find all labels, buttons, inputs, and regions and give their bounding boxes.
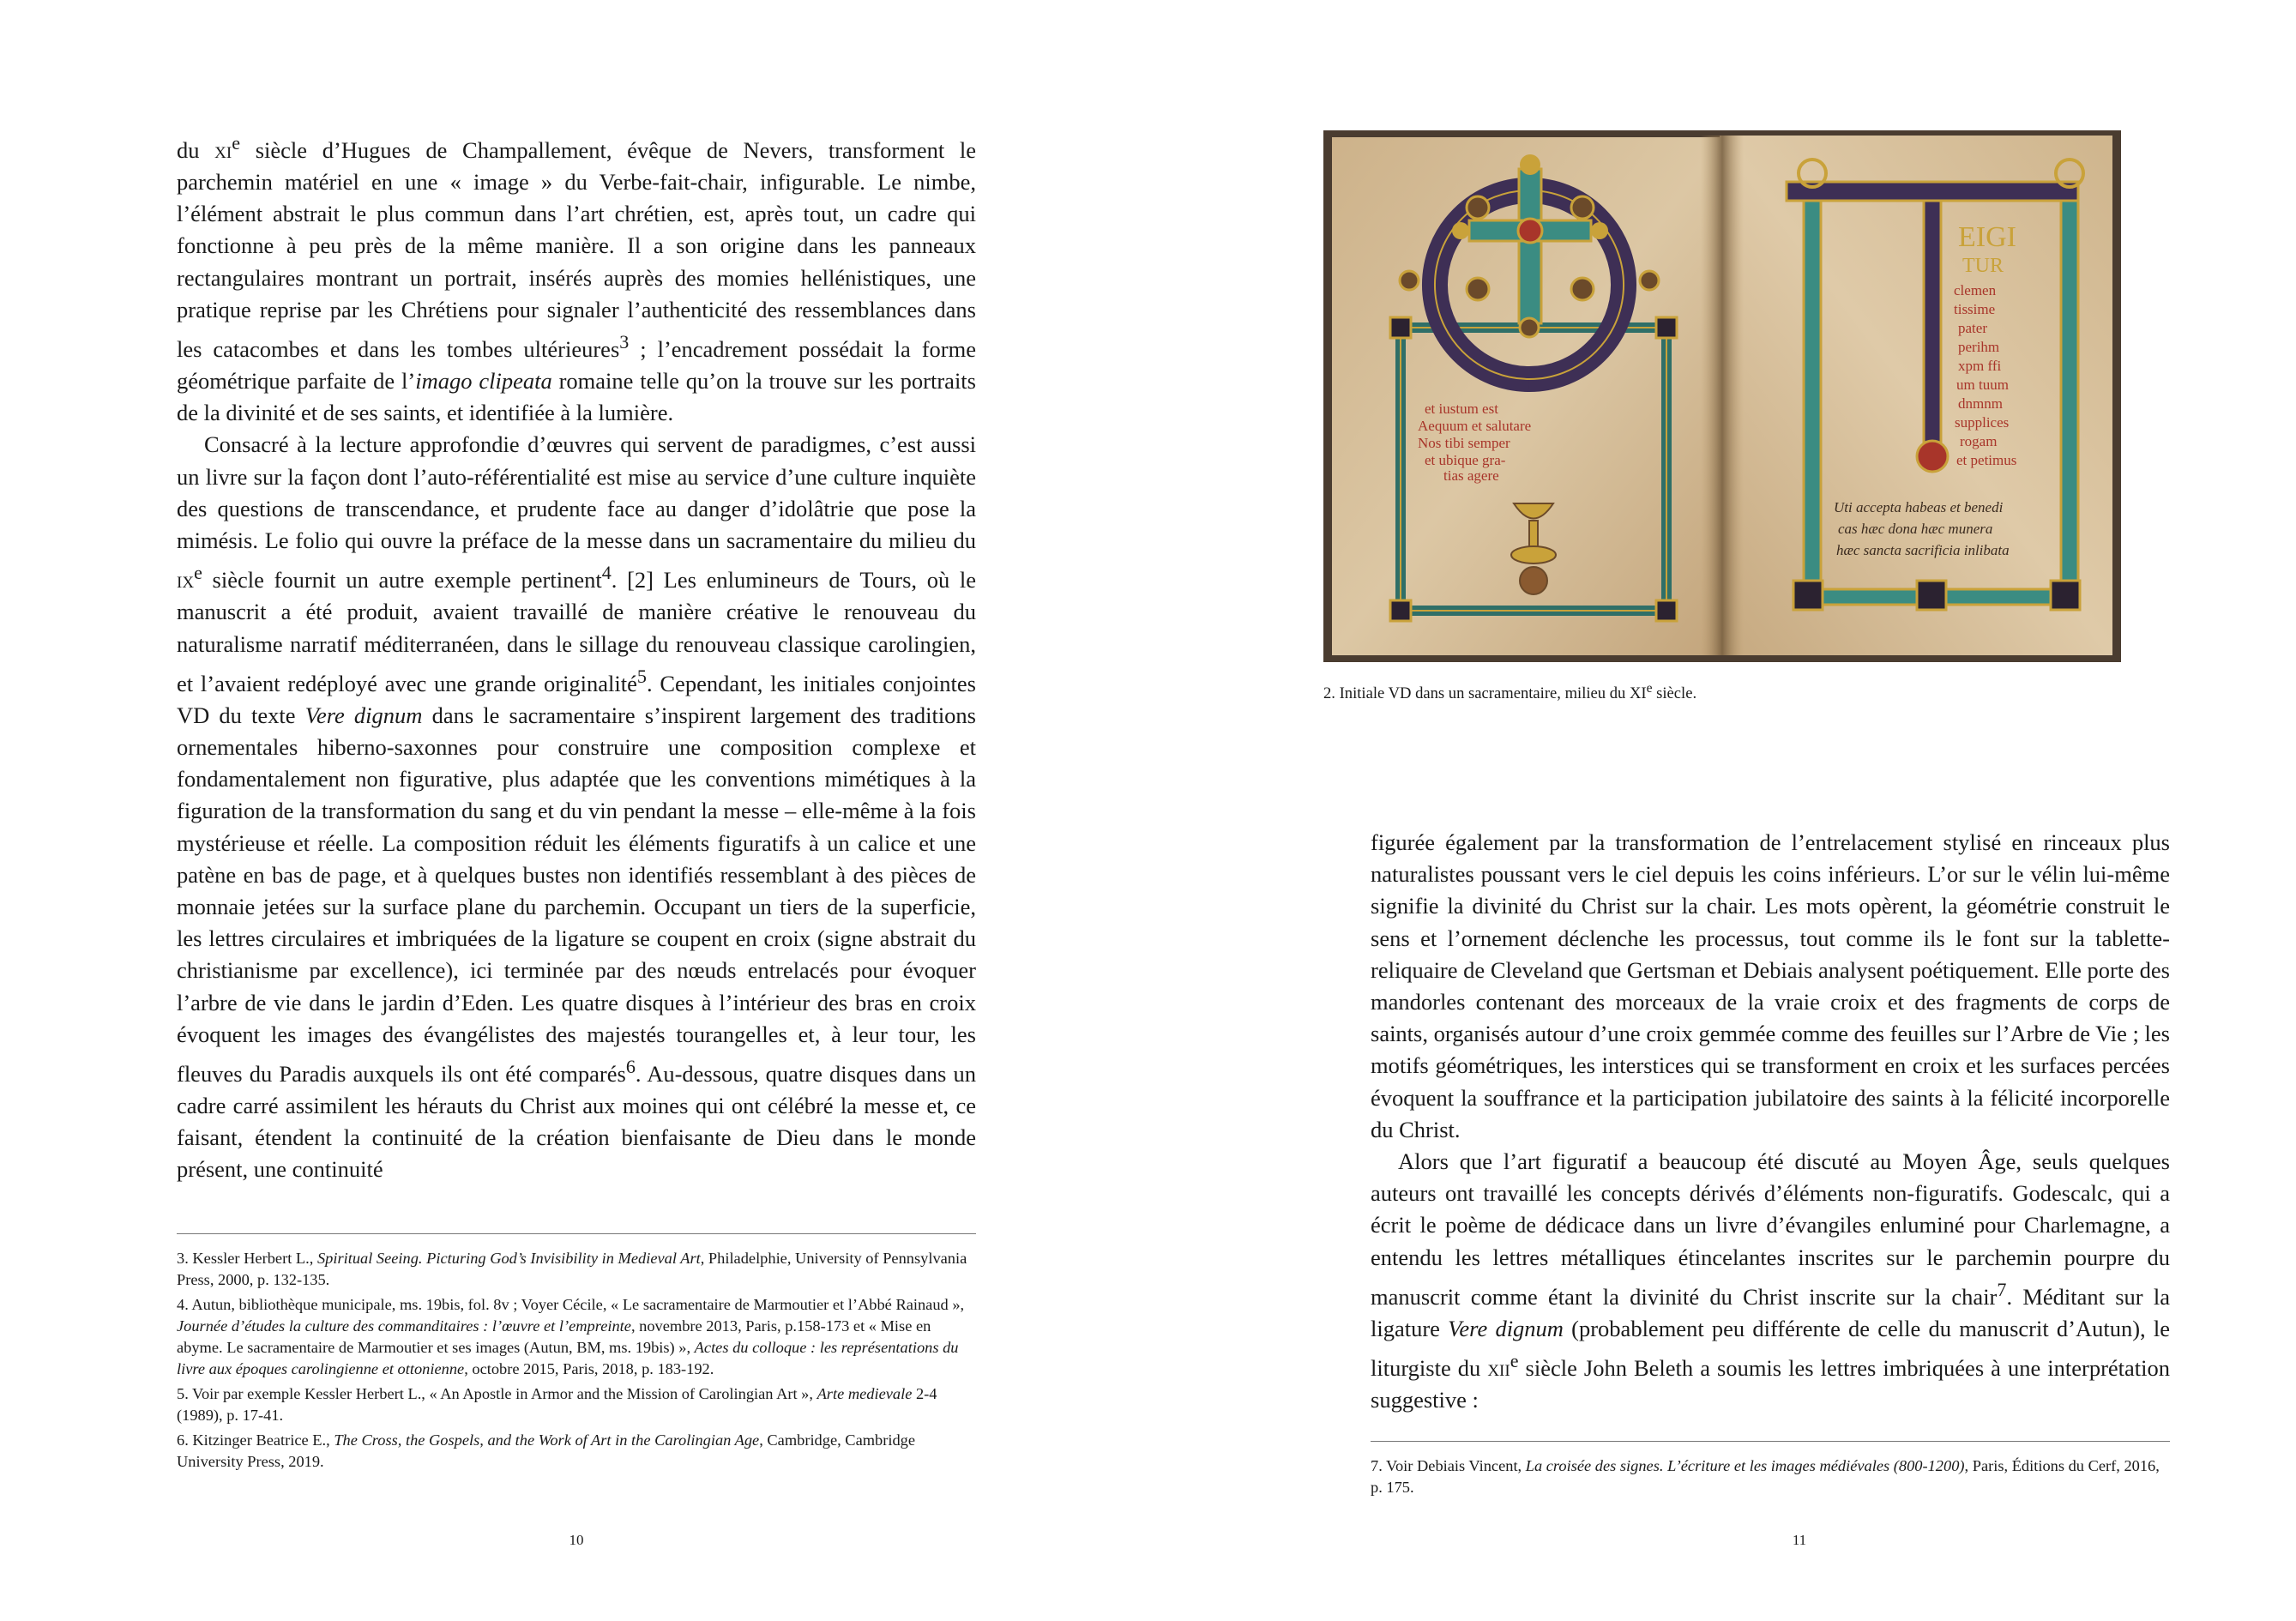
footnote-5 (177, 1383, 976, 1426)
text-run: 7 (1997, 1278, 2007, 1300)
text-run: siècle fournit un autre exemple pertinent (202, 567, 602, 594)
text-run: 6. Kitzinger Beatrice E., (177, 1431, 334, 1449)
svg-text:dnmnm: dnmnm (1958, 395, 2003, 412)
svg-text:Uti accepta habeas et benedi: Uti accepta habeas et benedi (1834, 499, 2004, 515)
text-run: 3 (619, 331, 630, 353)
page-number-right: 11 (1792, 1532, 1807, 1548)
page-number-left: 10 (569, 1532, 584, 1548)
manuscript-figure (1323, 130, 2121, 662)
text-run: 4 (601, 562, 612, 584)
svg-text:pater: pater (1958, 320, 1987, 336)
svg-text:tias agere: tias agere (1443, 467, 1499, 484)
manuscript-right-leaf (1720, 136, 2112, 655)
right-paragraph-2 (1371, 1146, 2170, 1416)
text-run: . [2] Les enlumineurs de Tours, où le manuscrit a été produit, avaient travaillé de manière créative le renouveau du naturalisme narratif méditerranéen, dans le sillage du renouveau classique carolingien, et l’avaient redéployé avec une grande originalité (177, 567, 976, 696)
text-run: 6 (625, 1056, 636, 1077)
text-run: 5 (636, 665, 647, 687)
right-page (1148, 0, 2296, 1621)
footnote-7 (1371, 1455, 2170, 1498)
footnote-4 (177, 1294, 976, 1380)
text-run: . Cependant, les initiales conjointes VD du texte (177, 670, 976, 728)
text-run: Journée d’études la culture des commanditaires : l’œuvre et l’empreinte (177, 1317, 631, 1335)
svg-text:Nos tibi semper: Nos tibi semper (1418, 435, 1510, 451)
footnote-rule (1371, 1441, 2170, 1442)
svg-text:hæc sancta sacrificia inlibata: hæc sancta sacrificia inlibata (1836, 542, 2010, 558)
svg-text:xpm ffi: xpm ffi (1958, 358, 2002, 374)
svg-text:um tuum: um tuum (1956, 377, 2009, 393)
figure-caption (1323, 678, 2123, 705)
svg-text:TUR: TUR (1962, 255, 2004, 277)
text-run: , octobre 2015, Paris, 2018, p. 183-192. (464, 1360, 714, 1377)
footnote-6 (177, 1430, 976, 1473)
text-run: siècle. (1652, 684, 1697, 703)
text-run: ; l’encadrement possédait la forme géométrique parfaite de l’ (177, 335, 976, 395)
text-run: e (1646, 681, 1653, 696)
left-paragraph-1 (177, 127, 976, 429)
text-run: . Méditant sur la ligature (1371, 1283, 2171, 1341)
text-run: imago clipeata (415, 368, 552, 395)
svg-text:cas hæc dona hæc munera: cas hæc dona hæc munera (1838, 521, 1993, 537)
svg-text:supplices: supplices (1955, 414, 2010, 431)
text-run: dans le sacramentaire s’inspirent largement des traditions ornementales hiberno-saxonnes pour construire une composition complexe et fondamentalement non figurative, plus adaptée que les conventions mimétiques à la figuration de la transformation du sang et du vin pendant la messe – elle-même à la fois mystérieuse et réelle. La composition réduit les éléments figuratifs à un calice et une patène en bas de page, et à quelques bustes non identifiés ressemblant à des pièces de monnaie jetées sur la surface plane du parchemin. Occupant un tiers de la superficie, les lettres circulaires et imbriquées de la ligature se coupent en croix (signe abstrait du christianisme par excellence), ici terminée par des nœuds entrelacés pour évoquer l’arbre de vie dans le jardin d’Eden. Les quatre disques à l’intérieur des bras en croix évoquent les images des évangélistes des majestés tourangelles et, à leur tour, les fleuves du Paradis auxquels ils ont été comparés (177, 702, 976, 1087)
svg-text:et ubique gra-: et ubique gra- (1425, 452, 1506, 468)
svg-text:et iustum est: et iustum est (1425, 401, 1498, 417)
footnote-3 (177, 1248, 976, 1291)
right-page-body (1371, 827, 2170, 1416)
text-run: Arte medievale (817, 1385, 913, 1402)
footnote-rule (177, 1233, 976, 1234)
text-run: siècle d’Hugues de Champallement, évêque de Nevers, transforment le parchemin matériel en une « image » du Verbe-fait-chair, infigurable. Le nimbe, l’élément abstrait le plus commun dans l’art chrétien, est, après tout, un cadre qui fonctionne à peu près de la même manière. Il a son origine dans les panneaux rectangulaires montrant un portrait, insérés auprès des momies hellénistiques, une pratique reprise par les Chrétiens pour signaler l’authenticité des ressemblances dans les catacombes et dans les tombes ultérieures (177, 136, 977, 362)
text-run: du (177, 136, 215, 163)
text-run: 5. Voir par exemple Kessler Herbert L., « An Apostle in Armor and the Mission of Carolingian Art », (177, 1385, 817, 1402)
manuscript-illustration (1323, 130, 2121, 662)
text-run: ix (177, 567, 195, 594)
text-run: 4. Autun, bibliothèque municipale, ms. 19bis, fol. 8v ; Voyer Cécile, « Le sacramentaire de Marmoutier et l’Abbé Rainaud », (177, 1296, 965, 1313)
svg-text:Aequum et salutare: Aequum et salutare (1418, 418, 1532, 434)
text-run: xii (1487, 1354, 1510, 1381)
svg-text:clemen: clemen (1954, 282, 1997, 298)
text-run: 2-4 (1989), p. 17-41. (177, 1385, 937, 1424)
text-run: Alors que l’art figuratif a beaucoup été discuté au Moyen Âge, seuls quelques auteurs ont travaillé les concepts dérivés d’éléments non-figuratifs. Godescalc, qui a écrit le poème de dédicace dans un livre d’évangiles enluminé pour Charlemagne, a entendu les lettres métalliques étincelantes inscrites sur le parchemin pourpre du manuscrit comme étant la divinité du Christ inscrite sur la chair (1371, 1148, 2170, 1310)
text-run: xi (214, 136, 232, 163)
svg-text:EIGI: EIGI (1958, 221, 2016, 253)
left-page-body (177, 127, 976, 1186)
svg-text:perihm: perihm (1958, 339, 2000, 355)
text-run: 3. Kessler Herbert L., (177, 1250, 317, 1267)
text-run: The Cross, the Gospels, and the Work of Art in the Carolingian Age (334, 1431, 760, 1449)
text-run: e (232, 132, 241, 154)
text-run: Vere dignum (304, 702, 423, 728)
text-run: Actes du colloque : les représentations du livre aux époques carolingienne et ottonienne (177, 1339, 959, 1377)
text-run: La croisée des signes. L’écriture et les images médiévales (800-1200) (1525, 1457, 1965, 1474)
text-run: Spiritual Seeing. Picturing God’s Invisibility in Medieval Art (316, 1250, 701, 1267)
svg-text:rogam: rogam (1960, 433, 1998, 449)
left-paragraph-2 (177, 429, 976, 1185)
svg-text:et petimus: et petimus (1956, 452, 2017, 468)
right-footnotes (1371, 1441, 2170, 1502)
text-run: , Philadelphie, University of Pennsylvania Press, 2000, p. 132-135. (177, 1250, 967, 1288)
left-footnotes (177, 1233, 976, 1476)
right-paragraph-1 (1371, 827, 2170, 1146)
text-run: 7. Voir Debiais Vincent, (1371, 1457, 1526, 1474)
text-run: Consacré à la lecture approfondie d’œuvres qui servent de paradigmes, c’est aussi un livre sur la façon dont l’auto-référentialité est mise au service d’une culture inquiète des questions de transcendance, et prudente face au danger d’idolâtrie que pose la mimésis. Le folio qui ouvre la préface de la messe dans un sacramentaire du milieu du (177, 431, 976, 554)
text-run: , Cambridge, Cambridge University Press, 2019. (177, 1431, 916, 1470)
text-run: (probablement peu différente de celle du manuscrit d’Autun), le liturgiste du (1371, 1315, 2170, 1381)
bottom-inscription (1834, 499, 2010, 558)
text-run: , novembre 2013, Paris, p.158-173 et « Mise en abyme. Le sacramentaire de Marmoutier et ses images (Autun, BM, ms. 19bis) », (177, 1317, 931, 1356)
text-run: e (1510, 1350, 1519, 1372)
text-run: Vere dignum (1448, 1315, 1564, 1341)
text-run: 2. Initiale VD dans un sacramentaire, milieu du XI (1323, 684, 1647, 703)
text-run: siècle John Beleth a soumis les lettres imbriquées à une interprétation suggestive : (1371, 1354, 2171, 1413)
text-run: figurée également par la transformation de l’entrelacement stylisé en rinceaux plus naturalistes poussant vers le ciel depuis les coins inférieurs. L’or sur le vélin lui-même signifie la divinité du Christ sur la chair. Les mots opèrent, la géométrie construit le sens et l’ornement déclenche les processus, tout comme ils le font sur la tablette-reliquaire de Cleveland que Gertsman et Debiais analysent poétiquement. Elle porte des mandorles contenant des morceaux de la vraie croix et des fragments de corps de saints, organisés autour d’une croix gemmée comme des feuilles sur l’Arbre de Vie ; les motifs géométriques, les interstices qui se transforment en croix et les surfaces percées évoquent la souffrance et la participation jubilatoire des saints à la félicité incorporelle du Christ. (1371, 829, 2170, 1142)
text-run: e (194, 562, 202, 584)
text-run: , Paris, Éditions du Cerf, 2016, p. 175. (1371, 1457, 2160, 1496)
svg-text:tissime: tissime (1954, 301, 1996, 317)
text-run: . Au-dessous, quatre disques dans un cadre carré assimilent les hérauts du Christ aux moines qui ont célébré la messe et, ce faisant, étendent la continuité de la création bienfaisante de Dieu dans le monde présent, une continuité (177, 1060, 976, 1183)
text-run: romaine telle qu’on la trouve sur les portraits de la divinité et de ses saints, et identifiée à la lumière. (177, 368, 976, 426)
